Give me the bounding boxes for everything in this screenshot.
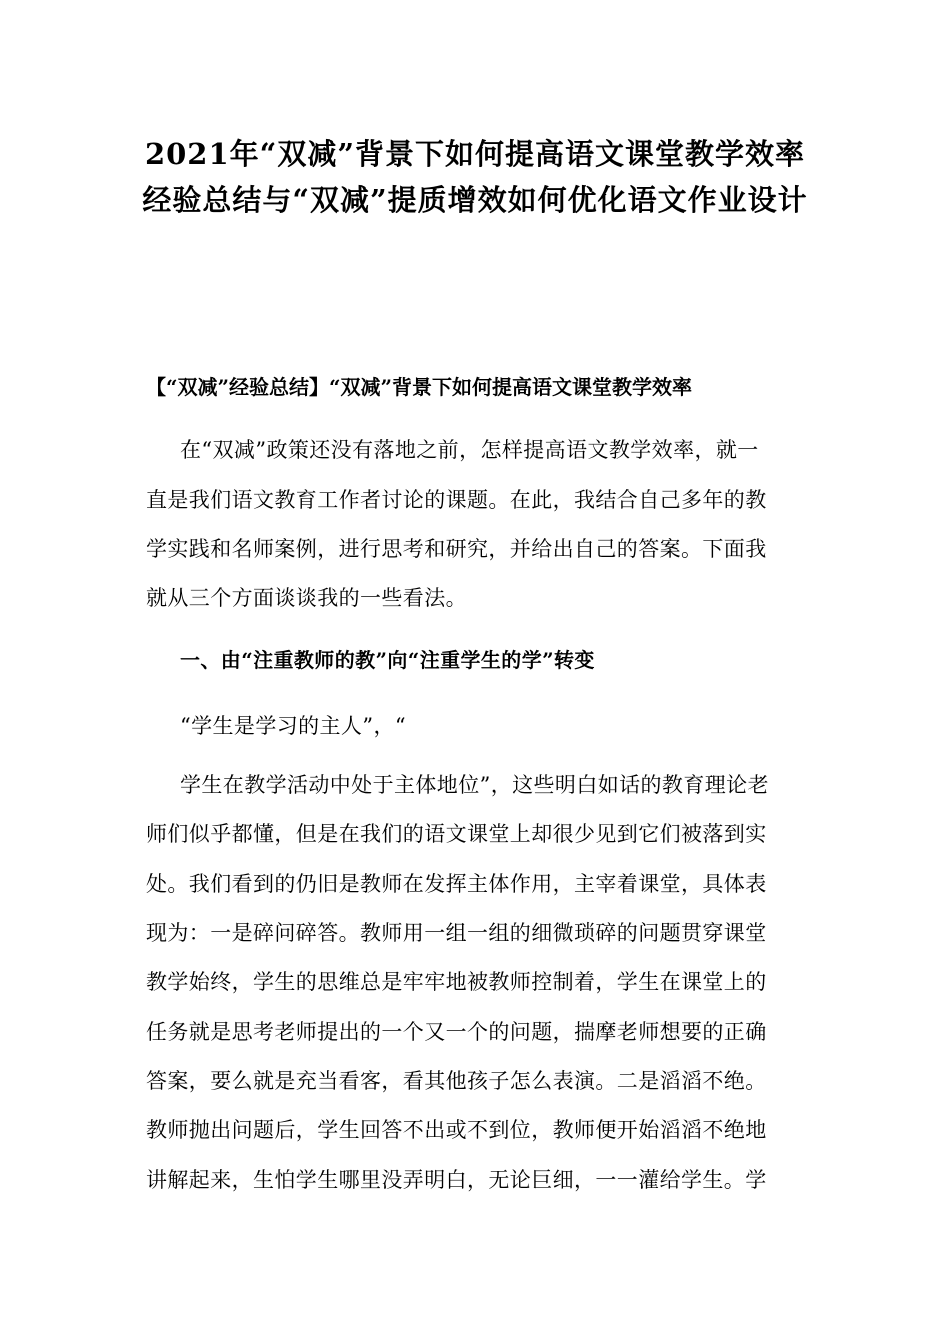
paragraph-line: 讲解起来，生怕学生哪里没弄明白，无论巨细，一一灌给学生。学 (146, 1168, 767, 1192)
subheading: 一、由“注重教师的教”向“注重学生的学”转变 (180, 648, 595, 672)
paragraph-line: 教师抛出问题后，学生回答不出或不到位，教师便开始滔滔不绝地 (146, 1118, 767, 1142)
paragraph-line: 师们似乎都懂，但是在我们的语文课堂上却很少见到它们被落到实 (146, 822, 767, 846)
paragraph-line: 现为：一是碎问碎答。教师用一组一组的细微琐碎的问题贯穿课堂 (146, 921, 767, 945)
paragraph-line: 答案，要么就是充当看客，看其他孩子怎么表演。二是滔滔不绝。 (146, 1069, 767, 1093)
paragraph-line: 就从三个方面谈谈我的一些看法。 (146, 586, 467, 610)
paragraph-line: 任务就是思考老师提出的一个又一个的问题，揣摩老师想要的正确 (146, 1020, 767, 1044)
paragraph-line: 学实践和名师案例，进行思考和研究，并给出自己的答案。下面我 (146, 537, 767, 561)
paragraph-line: 学生在教学活动中处于主体地位”，这些明白如话的教育理论老 (180, 773, 769, 797)
paragraph-line: 教学始终，学生的思维总是牢牢地被教师控制着，学生在课堂上的 (146, 970, 767, 994)
document-title-line-1: 2021年“双减”背景下如何提高语文课堂教学效率 (144, 137, 806, 171)
paragraph-line: 直是我们语文教育工作者讨论的课题。在此，我结合自己多年的教 (146, 488, 767, 512)
paragraph-line: 处。我们看到的仍旧是教师在发挥主体作用，主宰着课堂，具体表 (146, 872, 767, 896)
document-title-line-2: 经验总结与“双减”提质增效如何优化语文作业设计 (142, 183, 808, 217)
section-heading: 【“双减”经验总结】“双减”背景下如何提高语文课堂教学效率 (146, 375, 693, 399)
quote-line: “学生是学习的主人”，“ (180, 714, 407, 738)
paragraph-line: 在“双减”政策还没有落地之前，怎样提高语文教学效率，就一 (180, 438, 759, 462)
